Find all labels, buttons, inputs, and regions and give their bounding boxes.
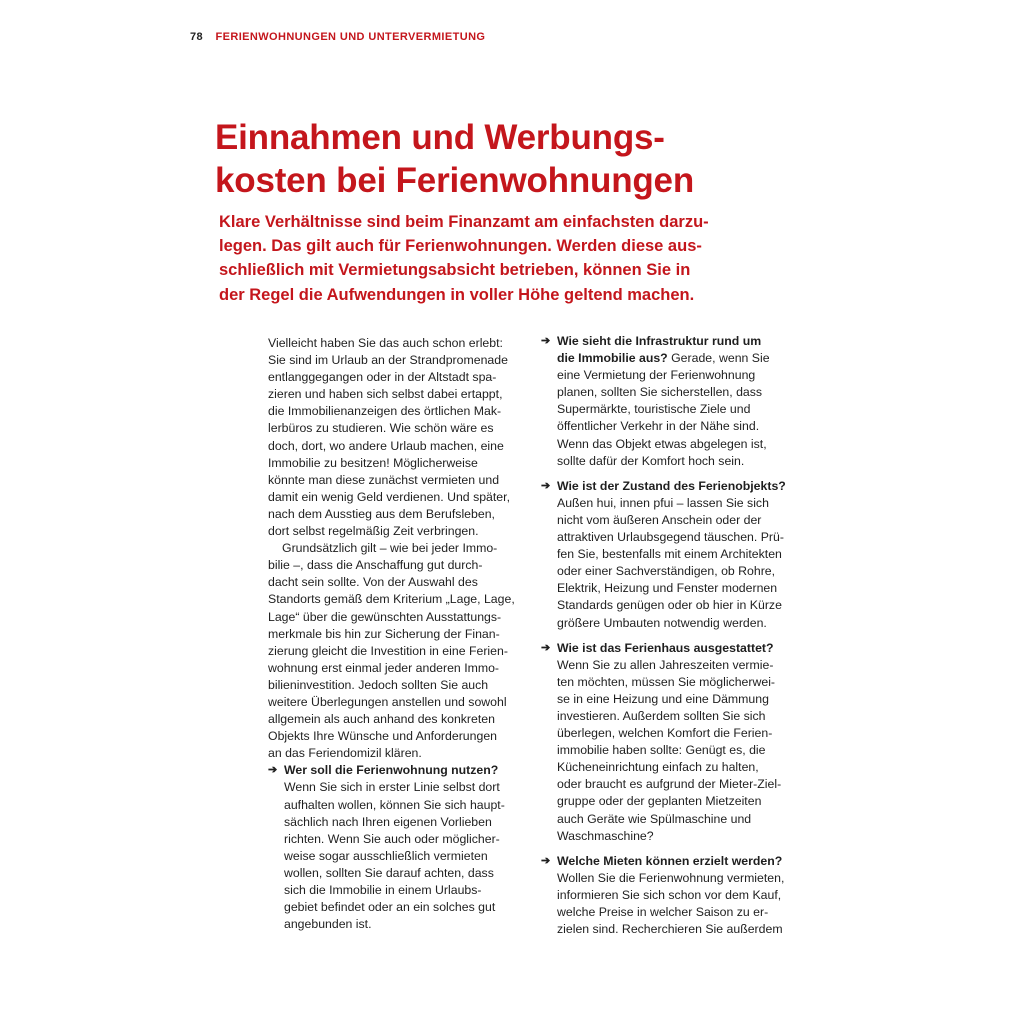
text-line: an das Feriendomizil klären. (268, 746, 422, 761)
text-line: weise sogar ausschließlich vermieten (284, 848, 488, 863)
running-header (190, 31, 485, 43)
lead-line: der Regel die Aufwendungen in voller Höhe geltend machen. (219, 285, 695, 304)
text-line: weitere Überlegungen anstellen und sowohl (268, 694, 507, 709)
text-line: oder braucht es aufgrund der Mieter-Ziel- (557, 777, 782, 792)
text-line: bilie –, dass die Anschaffung gut durch- (268, 558, 483, 573)
text-line: Wenn Sie zu allen Jahreszeiten vermie- (557, 657, 774, 672)
bullet-question: Wie ist das Ferienhaus ausgestattet? (557, 640, 774, 655)
text-line: planen, sollten Sie sicherstellen, dass (557, 385, 763, 400)
arrow-icon: ➔ (268, 764, 278, 777)
lead-line: legen. Das gilt auch für Ferienwohnungen. Werden diese aus- (219, 237, 702, 256)
text-line: öffentlicher Verkehr in der Nähe sind. (557, 419, 760, 434)
text-line: Vielleicht haben Sie das auch schon erlebt: (268, 336, 503, 350)
bullet-question: Wie sieht die Infrastruktur rund um (557, 334, 762, 348)
text-line: Außen hui, innen pfui – lassen Sie sich (557, 495, 769, 510)
text-line: wohnung erst einmal jeder anderen Immo- (268, 660, 500, 675)
text-line: Kücheneinrichtung einfach zu halten, (557, 760, 759, 775)
bullet-item (541, 478, 801, 632)
text-line: damit ein wenig Geld verdienen. Und später, (268, 489, 510, 504)
text-line: Waschmaschine? (557, 828, 654, 843)
text-line: größere Umbauten notwendig werden. (557, 615, 767, 630)
lead-line: Klare Verhältnisse sind beim Finanzamt am einfachsten darzu- (219, 213, 709, 231)
arrow-icon: ➔ (541, 479, 551, 492)
text-line: Immobilie zu besitzen! Möglicherweise (268, 455, 478, 470)
running-title: FERIENWOHNUNGEN UND UNTERVERMIETUNG (215, 31, 486, 43)
text-line: Wenn das Objekt etwas abgelegen ist, (557, 436, 767, 451)
text-line: könnte man diese zunächst vermieten und (268, 472, 500, 487)
text-fragment: Gerade, wenn Sie (667, 351, 770, 366)
right-column (541, 333, 801, 938)
text-line: nach dem Ausstieg aus dem Berufsleben, (268, 506, 495, 521)
text-line: informieren Sie sich schon vor dem Kauf, (557, 887, 782, 902)
text-line: Standards genügen oder ob hier in Kürze (557, 598, 782, 613)
text-line: gebiet befindet oder an ein solches gut (284, 900, 496, 915)
text-line: gruppe oder der geplanten Mietzeiten (557, 794, 762, 809)
text-line: zierung gleicht die Investition in eine Ferien- (268, 643, 508, 658)
text-line: die Immobilienanzeigen des örtlichen Mak- (268, 404, 502, 419)
text-line: eine Vermietung der Ferienwohnung (557, 368, 756, 383)
text-line: auch Geräte wie Spülmaschine und (557, 811, 752, 826)
text-line: Lage“ über die gewünschten Ausstattungs- (268, 609, 502, 624)
text-line: oder einer Sachverständigen, ob Rohre, (557, 564, 776, 579)
bullet-question: Wer soll die Ferienwohnung nutzen? (284, 763, 499, 778)
text-line: lerbüros zu studieren. Wie schön wäre es (268, 421, 494, 436)
text-line: dacht sein sollte. Von der Auswahl des (268, 575, 478, 590)
text-line: Wenn Sie sich in erster Linie selbst dort (284, 780, 500, 795)
text-line: Standorts gemäß dem Kriterium „Lage, Lage, (268, 592, 515, 607)
arrow-icon: ➔ (541, 641, 551, 654)
text-line: angebunden ist. (284, 917, 372, 932)
text-line: Objekts Ihre Wünsche und Anforderungen (268, 729, 497, 744)
text-line: Supermärkte, touristische Ziele und (557, 402, 751, 417)
bullet-question: Welche Mieten können erzielt werden? (557, 853, 783, 868)
text-line: allgemein als auch anhand des konkreten (268, 712, 495, 727)
text-line: Grundsätzlich gilt – wie bei jeder Immo- (282, 541, 498, 556)
text-line: dort selbst regelmäßig Zeit verbringen. (268, 524, 479, 539)
arrow-icon: ➔ (541, 335, 551, 347)
text-line: bilieninvestition. Jedoch sollten Sie auch (268, 677, 489, 692)
bullet-item (268, 762, 528, 933)
text-line: sich die Immobilie in einem Urlaubs- (284, 883, 482, 897)
lead-paragraph (219, 210, 739, 307)
bullet-question: die Immobilie aus? (557, 351, 668, 366)
arrow-icon: ➔ (541, 854, 551, 867)
page-number: 78 (190, 31, 204, 43)
text-line: ten möchten, müssen Sie möglicherwei- (557, 674, 776, 689)
text-line: entlanggegangen oder in der Altstadt spa- (268, 370, 497, 385)
text-line: aufhalten wollen, können Sie sich haupt- (284, 797, 505, 812)
text-line: merkmale bis hin zur Sicherung der Finan- (268, 626, 500, 641)
text-line: zieren und haben sich selbst dabei ertappt, (268, 387, 503, 402)
title-line: Einnahmen und Werbungs- (215, 118, 665, 157)
text-line: wollen, sollten Sie darauf achten, dass (284, 865, 494, 880)
bullet-item (541, 853, 801, 938)
bullet-item (541, 333, 801, 470)
text-line: Elektrik, Heizung und Fenster modernen (557, 581, 778, 596)
text-line: investieren. Außerdem sollten Sie sich (557, 708, 766, 723)
text-line: Wollen Sie die Ferienwohnung vermieten, (557, 870, 785, 885)
bullet-question: Wie ist der Zustand des Ferienobjekts? (557, 478, 786, 493)
text-line: nicht vom äußeren Anschein oder der (557, 512, 762, 527)
text-line: zielen sind. Recherchieren Sie außerdem (557, 922, 783, 937)
text-line: sollte dafür der Komfort hoch sein. (557, 453, 745, 468)
text-line: sächlich nach Ihren eigenen Vorlieben (284, 814, 492, 829)
text-line: Sie sind im Urlaub an der Strandpromenade (268, 353, 508, 368)
bullet-item (541, 640, 801, 845)
text-line: doch, dort, wo andere Urlaub machen, eine (268, 438, 504, 453)
text-line: immobilie haben sollte: Genügt es, die (557, 743, 766, 758)
article-title (215, 116, 775, 202)
text-line: richten. Wenn Sie auch oder möglicher- (284, 831, 500, 846)
body-paragraph (268, 540, 528, 762)
text-line: überlegen, welchen Komfort die Ferien- (557, 726, 773, 741)
lead-line: schließlich mit Vermietungsabsicht betrieben, können Sie in (219, 261, 691, 280)
text-line: fen Sie, bestenfalls mit einem Architekten (557, 547, 782, 562)
text-line: welche Preise in welcher Saison zu er- (557, 905, 769, 919)
text-line: se in eine Heizung und eine Dämmung (557, 691, 769, 706)
body-paragraph (268, 335, 528, 540)
title-line: kosten bei Ferienwohnungen (215, 161, 695, 200)
text-line: attraktiven Urlaubsgegend täuschen. Prü- (557, 530, 784, 545)
left-column (268, 335, 528, 933)
